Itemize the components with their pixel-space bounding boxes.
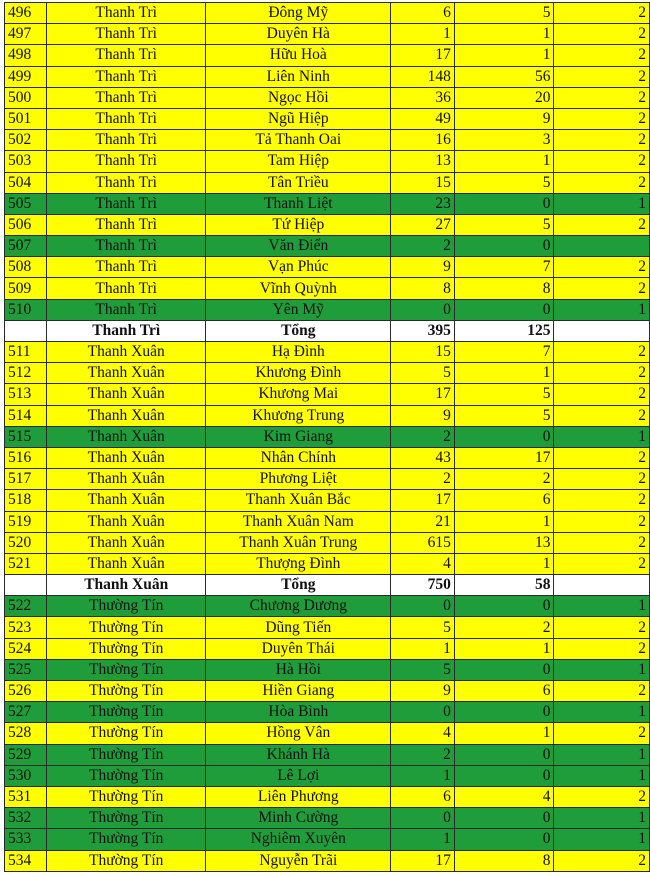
- row-number-cell: 497: [5, 24, 47, 45]
- ward-cell: Văn Điển: [206, 236, 391, 257]
- row-number-cell: 529: [5, 744, 47, 765]
- district-cell: Thanh Trì: [46, 130, 206, 151]
- row-number-cell: 524: [5, 638, 47, 659]
- count-a-cell: 1: [391, 765, 455, 786]
- row-number-cell: 527: [5, 702, 47, 723]
- table-row: [5, 490, 650, 511]
- level-cell: 2: [554, 786, 650, 807]
- row-number-cell: 513: [5, 384, 47, 405]
- ward-cell: Khương Đình: [206, 363, 391, 384]
- count-b-cell: 125: [454, 320, 554, 341]
- count-a-cell: 16: [391, 130, 455, 151]
- ward-cell: Vạn Phúc: [206, 257, 391, 278]
- count-b-cell: 3: [454, 130, 554, 151]
- count-a-cell: 9: [391, 405, 455, 426]
- table-row: [5, 808, 650, 829]
- count-a-cell: 2: [391, 469, 455, 490]
- count-b-cell: 1: [454, 24, 554, 45]
- level-cell: 2: [554, 553, 650, 574]
- count-b-cell: 9: [454, 108, 554, 129]
- count-a-cell: 5: [391, 363, 455, 384]
- count-a-cell: 9: [391, 257, 455, 278]
- total-row: [5, 575, 650, 596]
- district-cell: Thường Tín: [46, 617, 206, 638]
- ward-cell: Yên Mỹ: [206, 299, 391, 320]
- count-b-cell: 0: [454, 236, 554, 257]
- district-cell: Thanh Xuân: [46, 342, 206, 363]
- count-b-cell: 0: [454, 426, 554, 447]
- district-cell: Thanh Trì: [46, 299, 206, 320]
- row-number-cell: [5, 320, 47, 341]
- level-cell: 1: [554, 765, 650, 786]
- table-row: [5, 405, 650, 426]
- district-cell: Thường Tín: [46, 850, 206, 871]
- count-b-cell: 5: [454, 172, 554, 193]
- district-cell: Thanh Xuân: [46, 511, 206, 532]
- ward-cell: Hạ Đình: [206, 342, 391, 363]
- count-a-cell: 36: [391, 87, 455, 108]
- ward-cell: Khương Trung: [206, 405, 391, 426]
- district-cell: Thanh Trì: [46, 278, 206, 299]
- row-number-cell: 523: [5, 617, 47, 638]
- district-cell: Thường Tín: [46, 596, 206, 617]
- district-cell: Thanh Trì: [46, 257, 206, 278]
- table-row: [5, 786, 650, 807]
- count-a-cell: 13: [391, 151, 455, 172]
- count-a-cell: 1: [391, 24, 455, 45]
- ward-cell: Lê Lợi: [206, 765, 391, 786]
- count-a-cell: 43: [391, 447, 455, 468]
- row-number-cell: 498: [5, 45, 47, 66]
- district-cell: Thanh Xuân: [46, 447, 206, 468]
- count-a-cell: 23: [391, 193, 455, 214]
- count-a-cell: 0: [391, 299, 455, 320]
- district-cell: Thường Tín: [46, 681, 206, 702]
- district-cell: Thanh Xuân: [46, 469, 206, 490]
- table-row: [5, 172, 650, 193]
- ward-cell: Khánh Hà: [206, 744, 391, 765]
- level-cell: 1: [554, 744, 650, 765]
- count-a-cell: 6: [391, 3, 455, 24]
- level-cell: [554, 236, 650, 257]
- table-row: [5, 130, 650, 151]
- district-cell: Thanh Trì: [46, 236, 206, 257]
- count-a-cell: 0: [391, 596, 455, 617]
- ward-cell: Tổng: [206, 575, 391, 596]
- district-cell: Thường Tín: [46, 786, 206, 807]
- level-cell: 1: [554, 193, 650, 214]
- level-cell: 2: [554, 130, 650, 151]
- ward-cell: Liên Phương: [206, 786, 391, 807]
- row-number-cell: 508: [5, 257, 47, 278]
- count-b-cell: 0: [454, 829, 554, 850]
- table-row: [5, 617, 650, 638]
- count-b-cell: 13: [454, 532, 554, 553]
- count-b-cell: 0: [454, 659, 554, 680]
- row-number-cell: 528: [5, 723, 47, 744]
- level-cell: 2: [554, 3, 650, 24]
- district-cell: Thanh Trì: [46, 45, 206, 66]
- level-cell: 2: [554, 45, 650, 66]
- table-row: [5, 108, 650, 129]
- ward-cell: Thanh Liệt: [206, 193, 391, 214]
- row-number-cell: 506: [5, 214, 47, 235]
- district-cell: Thường Tín: [46, 659, 206, 680]
- row-number-cell: 517: [5, 469, 47, 490]
- row-number-cell: 515: [5, 426, 47, 447]
- table-row: [5, 363, 650, 384]
- row-number-cell: 531: [5, 786, 47, 807]
- district-cell: Thanh Xuân: [46, 384, 206, 405]
- ward-cell: Vĩnh Quỳnh: [206, 278, 391, 299]
- row-number-cell: 530: [5, 765, 47, 786]
- table-row: [5, 342, 650, 363]
- ward-cell: Đông Mỹ: [206, 3, 391, 24]
- table-body: [5, 3, 650, 872]
- row-number-cell: 525: [5, 659, 47, 680]
- row-number-cell: 512: [5, 363, 47, 384]
- level-cell: 2: [554, 532, 650, 553]
- row-number-cell: 514: [5, 405, 47, 426]
- level-cell: 1: [554, 659, 650, 680]
- district-cell: Thường Tín: [46, 723, 206, 744]
- count-a-cell: 8: [391, 278, 455, 299]
- table-row: [5, 681, 650, 702]
- table-row: [5, 24, 650, 45]
- level-cell: 2: [554, 405, 650, 426]
- row-number-cell: 516: [5, 447, 47, 468]
- level-cell: 2: [554, 108, 650, 129]
- count-a-cell: 615: [391, 532, 455, 553]
- ward-cell: Duyên Thái: [206, 638, 391, 659]
- district-cell: Thanh Xuân: [46, 426, 206, 447]
- count-b-cell: 0: [454, 702, 554, 723]
- ward-cell: Hòa Bình: [206, 702, 391, 723]
- table-row: [5, 193, 650, 214]
- row-number-cell: 521: [5, 553, 47, 574]
- level-cell: 1: [554, 299, 650, 320]
- table-row: [5, 278, 650, 299]
- count-b-cell: 5: [454, 405, 554, 426]
- district-cell: Thường Tín: [46, 744, 206, 765]
- ward-cell: Minh Cường: [206, 808, 391, 829]
- count-a-cell: 5: [391, 617, 455, 638]
- ward-cell: Thanh Xuân Trung: [206, 532, 391, 553]
- level-cell: 2: [554, 342, 650, 363]
- table-row: [5, 511, 650, 532]
- table-row: [5, 447, 650, 468]
- district-cell: Thanh Xuân: [46, 363, 206, 384]
- level-cell: 2: [554, 511, 650, 532]
- ward-cell: Tứ Hiệp: [206, 214, 391, 235]
- count-a-cell: 5: [391, 659, 455, 680]
- district-cell: Thanh Trì: [46, 193, 206, 214]
- level-cell: 2: [554, 447, 650, 468]
- count-b-cell: 5: [454, 3, 554, 24]
- ward-cell: Phương Liệt: [206, 469, 391, 490]
- count-a-cell: 9: [391, 681, 455, 702]
- count-b-cell: 1: [454, 638, 554, 659]
- district-cell: Thanh Trì: [46, 214, 206, 235]
- count-a-cell: 27: [391, 214, 455, 235]
- count-a-cell: 1: [391, 829, 455, 850]
- count-a-cell: 17: [391, 850, 455, 871]
- level-cell: 2: [554, 638, 650, 659]
- district-cell: Thanh Trì: [46, 172, 206, 193]
- count-a-cell: 2: [391, 744, 455, 765]
- row-number-cell: 519: [5, 511, 47, 532]
- ward-cell: Thanh Xuân Nam: [206, 511, 391, 532]
- district-cell: Thường Tín: [46, 702, 206, 723]
- count-b-cell: 0: [454, 193, 554, 214]
- ward-cell: Nghiêm Xuyên: [206, 829, 391, 850]
- total-row: [5, 320, 650, 341]
- count-b-cell: 4: [454, 786, 554, 807]
- ward-cell: Thượng Đình: [206, 553, 391, 574]
- count-b-cell: 17: [454, 447, 554, 468]
- count-b-cell: 1: [454, 511, 554, 532]
- level-cell: 2: [554, 87, 650, 108]
- count-b-cell: 0: [454, 765, 554, 786]
- district-cell: Thanh Trì: [46, 151, 206, 172]
- count-b-cell: 5: [454, 214, 554, 235]
- count-b-cell: 58: [454, 575, 554, 596]
- count-a-cell: 6: [391, 786, 455, 807]
- count-b-cell: 8: [454, 850, 554, 871]
- table-row: [5, 596, 650, 617]
- count-b-cell: 0: [454, 808, 554, 829]
- district-cell: Thanh Xuân: [46, 575, 206, 596]
- ward-cell: Ngũ Hiệp: [206, 108, 391, 129]
- count-a-cell: 17: [391, 490, 455, 511]
- row-number-cell: 511: [5, 342, 47, 363]
- count-a-cell: 148: [391, 66, 455, 87]
- row-number-cell: 518: [5, 490, 47, 511]
- row-number-cell: 526: [5, 681, 47, 702]
- row-number-cell: 503: [5, 151, 47, 172]
- count-b-cell: 0: [454, 744, 554, 765]
- count-b-cell: 1: [454, 363, 554, 384]
- level-cell: 2: [554, 469, 650, 490]
- table-row: [5, 257, 650, 278]
- count-a-cell: 2: [391, 426, 455, 447]
- count-a-cell: 17: [391, 45, 455, 66]
- level-cell: 1: [554, 808, 650, 829]
- count-a-cell: 4: [391, 723, 455, 744]
- ward-cell: Tả Thanh Oai: [206, 130, 391, 151]
- table-row: [5, 638, 650, 659]
- ward-cell: Chương Dương: [206, 596, 391, 617]
- table-row: [5, 659, 650, 680]
- row-number-cell: 505: [5, 193, 47, 214]
- count-b-cell: 56: [454, 66, 554, 87]
- row-number-cell: 533: [5, 829, 47, 850]
- level-cell: 2: [554, 257, 650, 278]
- table-row: [5, 723, 650, 744]
- count-b-cell: 2: [454, 469, 554, 490]
- count-b-cell: 6: [454, 681, 554, 702]
- level-cell: 2: [554, 384, 650, 405]
- ward-cell: Khương Mai: [206, 384, 391, 405]
- ward-cell: Tân Triều: [206, 172, 391, 193]
- table-row: [5, 384, 650, 405]
- level-cell: 2: [554, 850, 650, 871]
- table-row: [5, 426, 650, 447]
- count-b-cell: 1: [454, 553, 554, 574]
- table-row: [5, 744, 650, 765]
- ward-cell: Tổng: [206, 320, 391, 341]
- level-cell: 2: [554, 278, 650, 299]
- count-b-cell: 7: [454, 342, 554, 363]
- level-cell: 2: [554, 66, 650, 87]
- level-cell: [554, 320, 650, 341]
- table-row: [5, 532, 650, 553]
- count-a-cell: 4: [391, 553, 455, 574]
- district-cell: Thường Tín: [46, 638, 206, 659]
- table-row: [5, 87, 650, 108]
- row-number-cell: 510: [5, 299, 47, 320]
- count-b-cell: 5: [454, 384, 554, 405]
- count-a-cell: 2: [391, 236, 455, 257]
- district-cell: Thanh Xuân: [46, 405, 206, 426]
- row-number-cell: 501: [5, 108, 47, 129]
- ward-cell: Nguyễn Trãi: [206, 850, 391, 871]
- table-row: [5, 214, 650, 235]
- count-b-cell: 7: [454, 257, 554, 278]
- level-cell: 2: [554, 490, 650, 511]
- row-number-cell: 520: [5, 532, 47, 553]
- count-b-cell: 0: [454, 596, 554, 617]
- ward-cell: Dũng Tiến: [206, 617, 391, 638]
- count-b-cell: 1: [454, 45, 554, 66]
- ward-cell: Thanh Xuân Bắc: [206, 490, 391, 511]
- ward-cell: Liên Ninh: [206, 66, 391, 87]
- count-a-cell: 0: [391, 702, 455, 723]
- table-row: [5, 299, 650, 320]
- table-row: [5, 45, 650, 66]
- ward-cell: Hà Hồi: [206, 659, 391, 680]
- level-cell: 2: [554, 681, 650, 702]
- count-b-cell: 8: [454, 278, 554, 299]
- count-b-cell: 20: [454, 87, 554, 108]
- count-a-cell: 15: [391, 172, 455, 193]
- row-number-cell: 496: [5, 3, 47, 24]
- table-row: [5, 850, 650, 871]
- table-row: [5, 765, 650, 786]
- row-number-cell: 532: [5, 808, 47, 829]
- ward-cell: Ngọc Hồi: [206, 87, 391, 108]
- table-row: [5, 553, 650, 574]
- covid-ward-table: [4, 2, 650, 872]
- district-cell: Thanh Trì: [46, 66, 206, 87]
- count-a-cell: 49: [391, 108, 455, 129]
- level-cell: 1: [554, 702, 650, 723]
- level-cell: 2: [554, 723, 650, 744]
- count-b-cell: 2: [454, 617, 554, 638]
- district-cell: Thanh Xuân: [46, 490, 206, 511]
- row-number-cell: 499: [5, 66, 47, 87]
- ward-cell: Tam Hiệp: [206, 151, 391, 172]
- count-a-cell: 15: [391, 342, 455, 363]
- level-cell: 2: [554, 172, 650, 193]
- count-a-cell: 395: [391, 320, 455, 341]
- district-cell: Thanh Trì: [46, 24, 206, 45]
- row-number-cell: 500: [5, 87, 47, 108]
- row-number-cell: 534: [5, 850, 47, 871]
- level-cell: 2: [554, 363, 650, 384]
- count-b-cell: 1: [454, 723, 554, 744]
- level-cell: 2: [554, 24, 650, 45]
- district-cell: Thường Tín: [46, 765, 206, 786]
- count-a-cell: 0: [391, 808, 455, 829]
- district-cell: Thanh Trì: [46, 3, 206, 24]
- row-number-cell: [5, 575, 47, 596]
- level-cell: [554, 575, 650, 596]
- table-row: [5, 829, 650, 850]
- count-a-cell: 17: [391, 384, 455, 405]
- table-row: [5, 236, 650, 257]
- row-number-cell: 522: [5, 596, 47, 617]
- ward-cell: Nhân Chính: [206, 447, 391, 468]
- level-cell: 1: [554, 426, 650, 447]
- row-number-cell: 504: [5, 172, 47, 193]
- level-cell: 2: [554, 151, 650, 172]
- table-row: [5, 702, 650, 723]
- ward-cell: Kim Giang: [206, 426, 391, 447]
- row-number-cell: 502: [5, 130, 47, 151]
- count-a-cell: 1: [391, 638, 455, 659]
- ward-cell: Duyên Hà: [206, 24, 391, 45]
- district-cell: Thanh Trì: [46, 108, 206, 129]
- level-cell: 2: [554, 617, 650, 638]
- count-a-cell: 21: [391, 511, 455, 532]
- count-b-cell: 6: [454, 490, 554, 511]
- ward-cell: Hữu Hoà: [206, 45, 391, 66]
- ward-cell: Hồng Vân: [206, 723, 391, 744]
- ward-cell: Hiền Giang: [206, 681, 391, 702]
- level-cell: 1: [554, 829, 650, 850]
- row-number-cell: 507: [5, 236, 47, 257]
- row-number-cell: 509: [5, 278, 47, 299]
- level-cell: 2: [554, 214, 650, 235]
- district-cell: Thanh Xuân: [46, 532, 206, 553]
- count-b-cell: 1: [454, 151, 554, 172]
- count-b-cell: 0: [454, 299, 554, 320]
- district-cell: Thường Tín: [46, 808, 206, 829]
- count-a-cell: 750: [391, 575, 455, 596]
- table-row: [5, 66, 650, 87]
- district-cell: Thường Tín: [46, 829, 206, 850]
- district-cell: Thanh Xuân: [46, 553, 206, 574]
- table-row: [5, 469, 650, 490]
- district-cell: Thanh Trì: [46, 87, 206, 108]
- level-cell: 1: [554, 596, 650, 617]
- district-cell: Thanh Trì: [46, 320, 206, 341]
- table-row: [5, 151, 650, 172]
- table-row: [5, 3, 650, 24]
